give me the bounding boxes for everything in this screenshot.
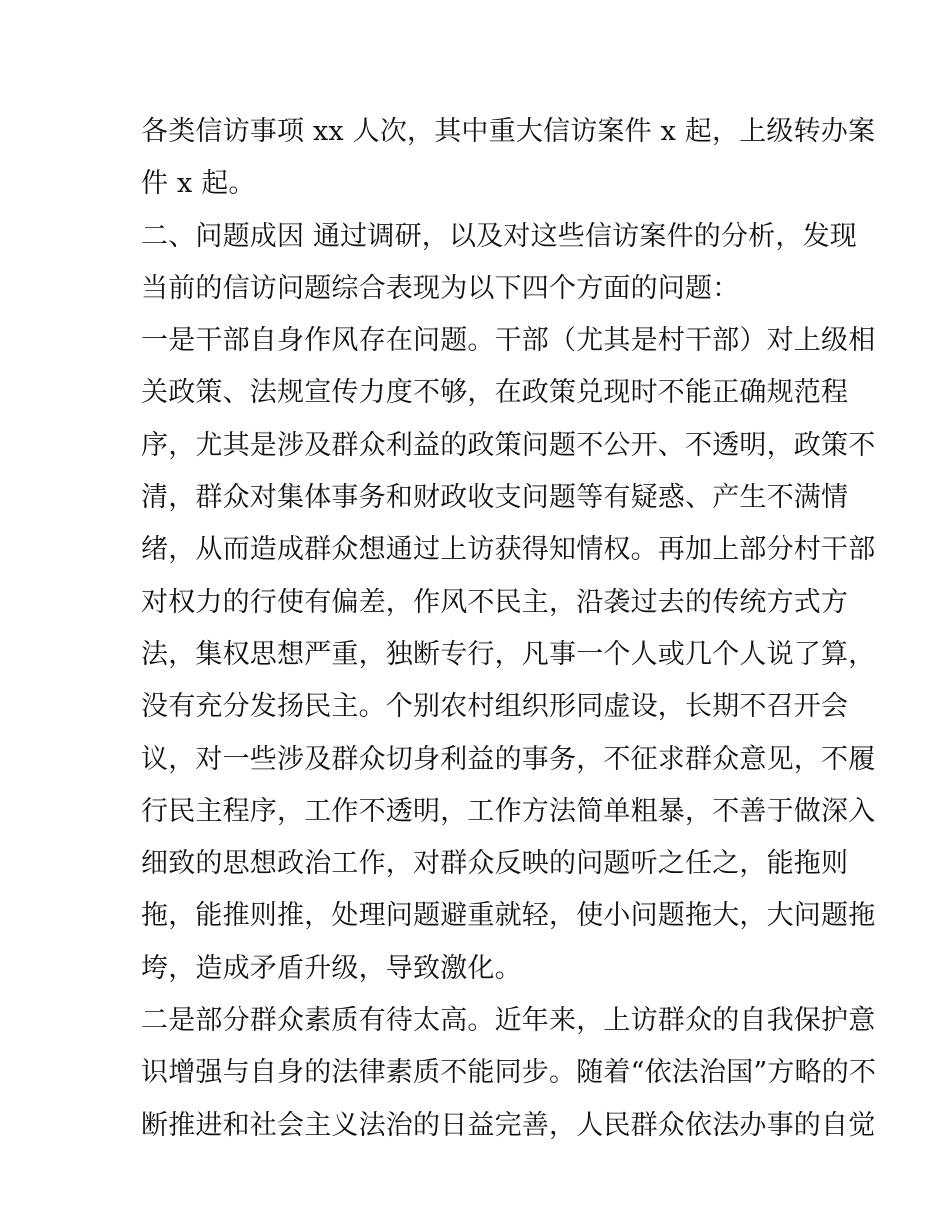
text-line: 对权力的行使有偏差，作风不民主，沿袭过去的传统方式方 bbox=[141, 586, 849, 618]
section-heading-line: 二、问题成因 通过调研，以及对这些信访案件的分析，发现 bbox=[141, 220, 857, 252]
text-line: 细致的思想政治工作，对群众反映的问题听之任之，能拖则 bbox=[141, 848, 849, 880]
text-line: 识增强与自身的法律素质不能同步。随着“依法治国”方略的不 bbox=[141, 1057, 877, 1089]
text-line: 件 x 起。 bbox=[141, 168, 256, 200]
text-line: 垮，造成矛盾升级，导致激化。 bbox=[141, 952, 522, 984]
text-line: 清，群众对集体事务和财政收支问题等有疑惑、产生不满情 bbox=[141, 482, 849, 514]
text-line: 一是干部自身作风存在问题。干部（尤其是村干部）对上级相 bbox=[141, 325, 876, 357]
text-line: 当前的信访问题综合表现为以下四个方面的问题： bbox=[141, 272, 740, 304]
text-line: 没有充分发扬民主。个别农村组织形同虚设，长期不召开会 bbox=[141, 691, 849, 723]
text-line: 行民主程序，工作不透明，工作方法简单粗暴，不善于做深入 bbox=[141, 795, 876, 827]
text-line: 法，集权思想严重，独断专行，凡事一个人或几个人说了算， bbox=[141, 638, 876, 670]
text-line: 各类信访事项 xx 人次，其中重大信访案件 x 起，上级转办案 bbox=[141, 116, 876, 147]
text-line: 绪，从而造成群众想通过上访获得知情权。再加上部分村干部 bbox=[141, 534, 876, 566]
text-line: 序，尤其是涉及群众利益的政策问题不公开、不透明，政策不 bbox=[141, 429, 876, 461]
text-line: 拖，能推则推，处理问题避重就轻，使小问题拖大，大问题拖 bbox=[141, 900, 876, 932]
text-line: 二是部分群众素质有待太高。近年来，上访群众的自我保护意 bbox=[141, 1005, 876, 1037]
text-line: 议，对一些涉及群众切身利益的事务，不征求群众意见，不履 bbox=[141, 743, 876, 775]
text-line: 关政策、法规宣传力度不够，在政策兑现时不能正确规范程 bbox=[141, 377, 849, 409]
document-body bbox=[141, 106, 877, 1152]
text-line: 断推进和社会主义法治的日益完善，人民群众依法办事的自觉 bbox=[141, 1109, 876, 1141]
